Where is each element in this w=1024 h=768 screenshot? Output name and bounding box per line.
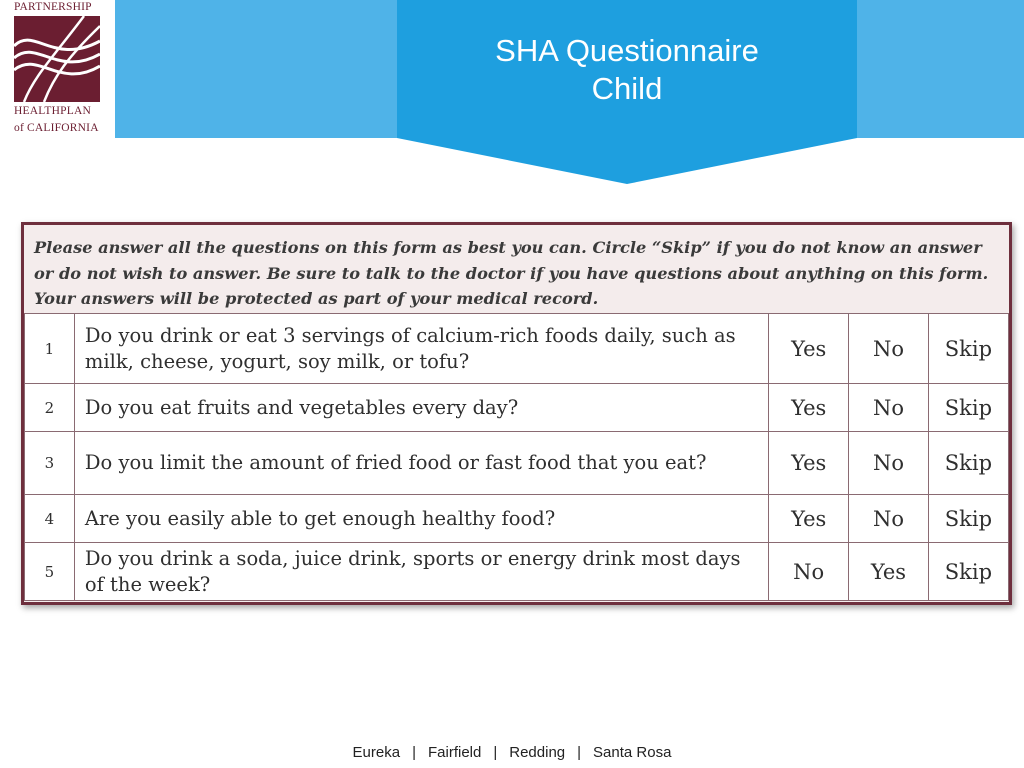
question-number: 3 (25, 432, 75, 495)
table-row (25, 495, 1009, 543)
answer-option-skip: Skip (928, 314, 1008, 384)
questionnaire-form-image (21, 222, 1012, 605)
questions-table (24, 313, 1009, 601)
question-text: Do you limit the amount of fried food or fast food that you eat? (74, 432, 768, 495)
table-row (25, 314, 1009, 384)
footer-location: Fairfield (427, 744, 482, 761)
footer-location: Eureka (352, 744, 401, 761)
answer-option-skip: Skip (928, 495, 1008, 543)
title-line-1: SHA Questionnaire (495, 33, 759, 68)
logo-text-california: of CALIFORNIA (14, 122, 99, 134)
question-text: Do you drink or eat 3 servings of calcium-rich foods daily, such as milk, cheese, yogurt, soy milk, or tofu? (74, 314, 768, 384)
answer-option-1: Yes (769, 384, 849, 432)
table-row (25, 543, 1009, 601)
footer-separator: | (412, 744, 416, 761)
table-row (25, 384, 1009, 432)
answer-option-skip: Skip (928, 384, 1008, 432)
question-number: 4 (25, 495, 75, 543)
table-row (25, 432, 1009, 495)
question-number: 1 (25, 314, 75, 384)
answer-option-1: No (769, 543, 849, 601)
footer-separator: | (577, 744, 582, 761)
answer-option-1: Yes (769, 314, 849, 384)
answer-option-2: No (849, 495, 929, 543)
answer-option-skip: Skip (928, 543, 1008, 601)
logo-text-partnership: PARTNERSHIP (14, 1, 92, 13)
partnership-logo (0, 0, 115, 140)
answer-option-1: Yes (769, 432, 849, 495)
answer-option-1: Yes (769, 495, 849, 543)
answer-option-2: No (849, 314, 929, 384)
wave-emblem-icon (14, 16, 100, 102)
footer-location: Redding (509, 744, 566, 761)
question-number: 5 (25, 543, 75, 601)
form-instructions: Please answer all the questions on this form as best you can. Circle “Skip” if you do not know an answer or do not wish to answer. Be sure to talk to the doctor if you have questions about anything on this form. Your answers will be protected as part of your medical record. (34, 238, 989, 308)
question-text: Do you drink a soda, juice drink, sports or energy drink most days of the week? (74, 543, 768, 601)
answer-option-2: No (849, 384, 929, 432)
logo-text-healthplan: HEALTHPLAN (14, 105, 91, 117)
footer-locations (0, 744, 1024, 761)
question-text: Are you easily able to get enough healthy food? (74, 495, 768, 543)
answer-option-2: No (849, 432, 929, 495)
question-number: 2 (25, 384, 75, 432)
footer-separator: | (493, 744, 498, 761)
page-title (397, 32, 857, 108)
title-line-2: Child (591, 71, 663, 106)
answer-option-skip: Skip (928, 432, 1008, 495)
footer-location: Santa Rosa (593, 744, 672, 761)
answer-option-2: Yes (849, 543, 929, 601)
question-text: Do you eat fruits and vegetables every day? (74, 384, 768, 432)
